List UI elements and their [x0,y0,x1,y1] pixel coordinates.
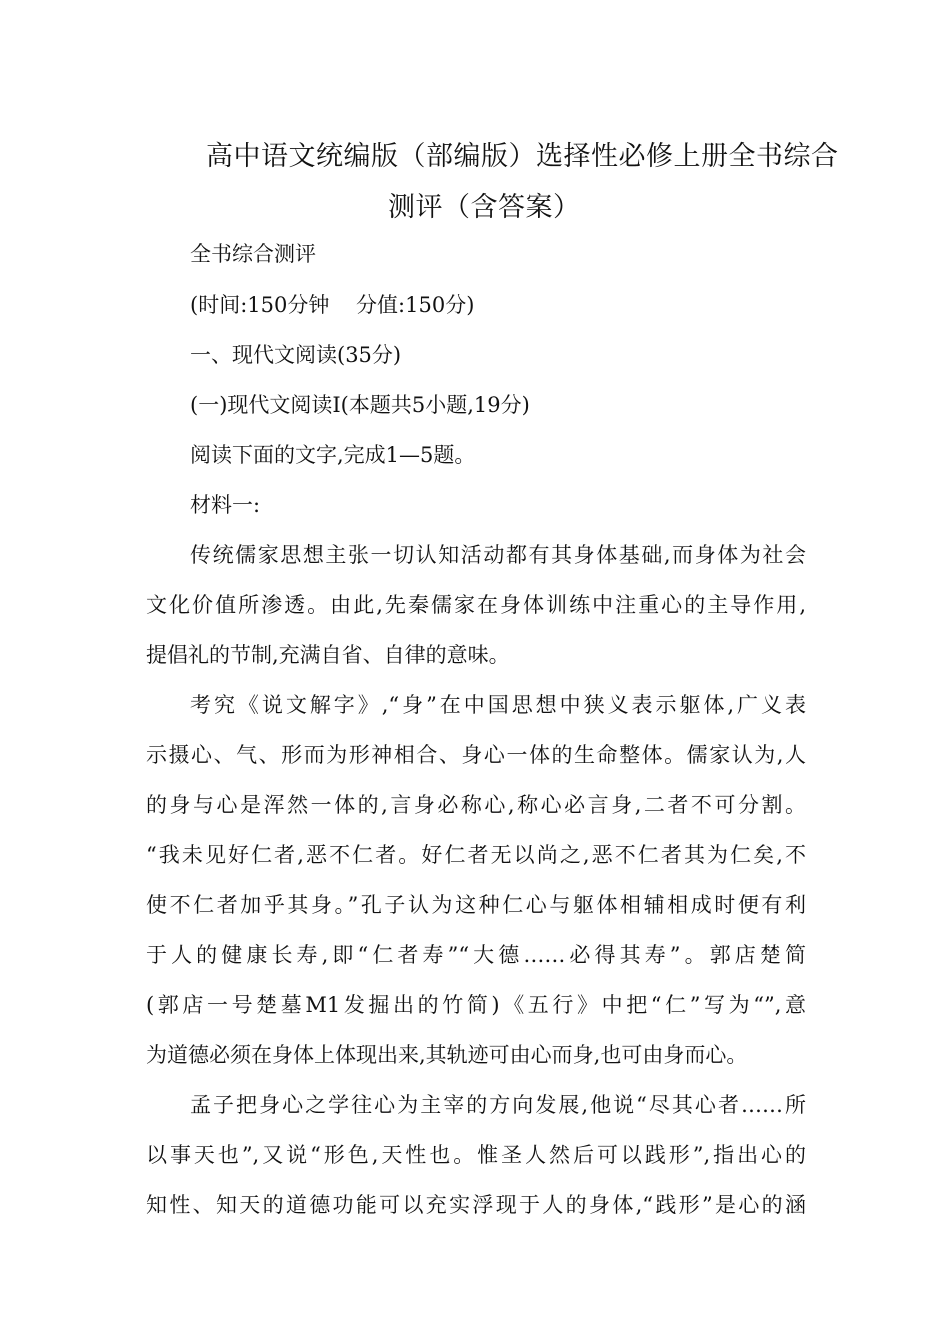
paragraph-2-line: “我未见好仁者,恶不仁者。好仁者无以尚之,恶不仁者其为仁矣,不 [146,843,806,867]
paragraph-2-line: 示摄心、气、形而为形神相合、身心一体的生命整体。儒家认为,人 [146,743,806,767]
paragraph-1-line: 文化价值所渗透。由此,先秦儒家在身体训练中注重心的主导作用, [146,593,806,617]
document-title-line-1: 高中语文统编版（部编版）选择性必修上册全书综合 [206,141,839,172]
document-title-line-2: 测评（含答案） [388,192,581,223]
section-heading: 一、现代文阅读(35分) [190,343,402,367]
paragraph-1-line: 提倡礼的节制,充满自省、自律的意味。 [146,643,510,667]
paragraph-2-line: 使不仁者加乎其身。”孔子认为这种仁心与躯体相辅相成时便有利 [146,893,806,917]
paragraph-3-line: 知性、知天的道德功能可以充实浮现于人的身体,“践形”是心的涵 [146,1193,806,1217]
paragraph-2-line: 为道德必须在身体上体现出来,其轨迹可由心而身,也可由身而心。 [146,1043,748,1067]
test-subtitle: 全书综合测评 [190,242,316,266]
paragraph-2-line: 于人的健康长寿,即“仁者寿”“大德……必得其寿”。郭店楚简 [146,943,806,967]
paragraph-1-line: 传统儒家思想主张一切认知活动都有其身体基础,而身体为社会 [190,543,806,567]
paragraph-3-line: 以事天也”,又说“形色,天性也。惟圣人然后可以践形”,指出心的 [146,1143,806,1167]
material-label: 材料一: [190,493,261,517]
time-score-line: (时间:150分钟 分值:150分) [190,293,475,317]
reading-instruction: 阅读下面的文字,完成1—5题。 [190,443,476,467]
paragraph-3-line: 孟子把身心之学往心为主宰的方向发展,他说“尽其心者……所 [190,1093,806,1117]
subsection-heading: (一)现代文阅读Ⅰ(本题共5小题,19分) [190,393,530,417]
paragraph-2-line: 的身与心是浑然一体的,言身必称心,称心必言身,二者不可分割。 [146,793,806,817]
paragraph-2-line: 考究《说文解字》,“身”在中国思想中狭义表示躯体,广义表 [190,693,806,717]
paragraph-2-line: (郭店一号楚墓M1发掘出的竹简)《五行》中把“仁”写为“”,意 [146,993,806,1017]
